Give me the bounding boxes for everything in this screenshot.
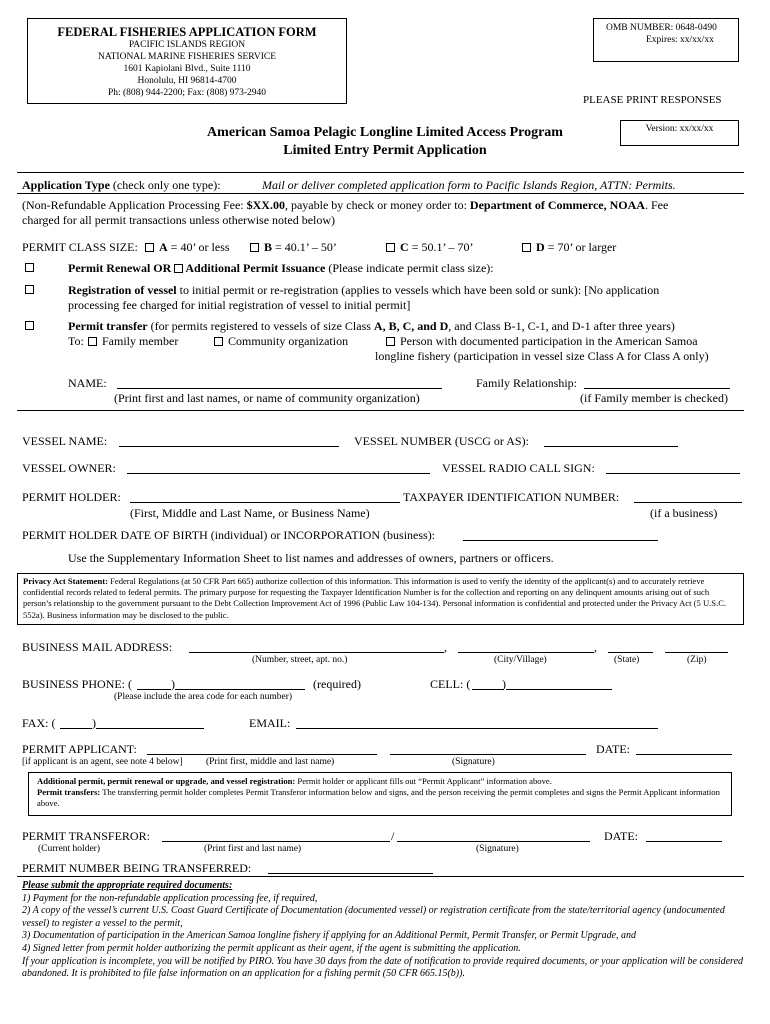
required-doc-item: 3) Documentation of participation in the American Samoa longline fishery if applying for an Additional Permit, Permit Transfer, or Permit Upgrade, and	[22, 930, 637, 942]
email-label: EMAIL:	[249, 716, 291, 730]
zip-hint: (Zip)	[687, 655, 707, 665]
fee-payee: Department of Commerce, NOAA	[469, 198, 645, 212]
phone-area-code-field[interactable]	[137, 677, 171, 690]
class-letter: B	[264, 240, 273, 254]
service: NATIONAL MARINE FISHERIES SERVICE	[97, 52, 277, 62]
phone-required: (required)	[313, 677, 361, 691]
business-address-label: BUSINESS MAIL ADDRESS:	[22, 640, 173, 654]
additional-permit-label: Additional Permit Issuance	[185, 261, 326, 275]
name-hint: (Print first and last names, or name of community organization)	[114, 391, 420, 405]
instructions-text: Permit holder or applicant fills out “Permit Applicant” information above.	[295, 776, 552, 786]
community-option[interactable]	[214, 334, 348, 349]
class-d-option[interactable]	[522, 240, 616, 255]
divider	[17, 193, 744, 194]
city-hint: (City/Village)	[494, 655, 547, 665]
transfer-to-label: To:	[68, 334, 84, 348]
form-title: FEDERAL FISHERIES APPLICATION FORM	[57, 25, 317, 39]
instructions-text: The transferring permit holder completes Permit Transferor information below and signs, and the person receiving the permit completes and signs the Permit Applicant information above.	[37, 787, 720, 809]
permit-holder-hint: (First, Middle and Last Name, or Business Name)	[130, 506, 370, 520]
class-letter: D	[536, 240, 545, 254]
community-label: Community organization	[228, 334, 349, 348]
transfer-option	[68, 319, 758, 334]
paren: )	[502, 677, 506, 691]
transfer-checkbox[interactable]	[25, 321, 34, 330]
current-holder-hint: (Current holder)	[38, 844, 100, 854]
print-note: PLEASE PRINT RESPONSES	[583, 94, 722, 106]
class-size-label: PERMIT CLASS SIZE:	[22, 240, 138, 254]
family-member-checkbox[interactable]	[88, 337, 97, 346]
dob-label: PERMIT HOLDER DATE OF BIRTH (individual) or INCORPORATION (business):	[22, 528, 436, 542]
radio-call-sign-field[interactable]	[606, 461, 740, 474]
transfer-text: (for permits registered to vessels of size Class	[147, 319, 374, 333]
family-member-label: Family member	[102, 334, 179, 348]
fax-area-code-field[interactable]	[60, 716, 92, 729]
vessel-number-field[interactable]	[544, 434, 678, 447]
transferor-date-field[interactable]	[646, 829, 722, 842]
supplementary-note: Use the Supplementary Information Sheet to list names and addresses of owners, partners or officers.	[68, 551, 554, 565]
phone-number-field[interactable]	[175, 677, 305, 690]
required-docs-footer: If your application is incomplete, you will be notified by PIRO. You have 30 days from the date of notification to provide required documents, or your application will be considered abandoned. It is prohibited to file false information on an application for a fishing permit (50 CFR 665.15(b)).	[22, 955, 744, 980]
class-d-checkbox[interactable]	[522, 243, 531, 252]
class-a-checkbox[interactable]	[145, 243, 154, 252]
tin-label: TAXPAYER IDENTIFICATION NUMBER:	[403, 490, 620, 504]
street-hint: (Number, street, apt. no.)	[252, 655, 348, 665]
fax-number-field[interactable]	[96, 716, 204, 729]
privacy-act-statement	[17, 573, 744, 625]
fee-text: . Fee	[644, 198, 669, 212]
omb-box	[593, 18, 739, 62]
state-hint: (State)	[614, 655, 640, 665]
transferor-signature-field[interactable]	[397, 829, 590, 842]
permit-number-label: PERMIT NUMBER BEING TRANSFERRED:	[22, 861, 252, 875]
registration-option	[68, 283, 748, 313]
vessel-name-label: VESSEL NAME:	[22, 434, 108, 448]
instructions-heading: Additional permit, permit renewal or upgrade, and vessel registration:	[37, 776, 296, 786]
transferor-print-hint: (Print first and last name)	[204, 844, 302, 854]
dob-field[interactable]	[463, 528, 658, 541]
vessel-owner-label: VESSEL OWNER:	[22, 461, 116, 475]
mail-note: Mail or deliver completed application form to Pacific Islands Region, ATTN: Permits.	[262, 178, 676, 192]
applicant-name-field[interactable]	[147, 742, 377, 755]
name-label: NAME:	[68, 376, 107, 390]
class-a-option[interactable]	[145, 240, 230, 255]
applicant-date-field[interactable]	[636, 742, 732, 755]
renewal-label: Permit Renewal OR	[68, 261, 175, 275]
transfer-classes: A, B, C, and D	[373, 319, 449, 333]
fee-text: charged for all permit transactions unless otherwise noted below)	[22, 213, 336, 227]
class-text: = 40’ or less	[167, 240, 230, 254]
additional-permit-checkbox[interactable]	[174, 264, 183, 273]
person-option[interactable]	[386, 334, 698, 349]
person-checkbox[interactable]	[386, 337, 395, 346]
vessel-number-label: VESSEL NUMBER (USCG or AS):	[354, 434, 529, 448]
permit-applicant-label: PERMIT APPLICANT:	[22, 742, 137, 756]
fee-amount: $XX.00	[246, 198, 285, 212]
program-subtitle: Limited Entry Permit Application	[283, 143, 487, 158]
registration-label: Registration of vessel	[68, 283, 177, 297]
cell-number-field[interactable]	[506, 677, 612, 690]
fax-label: FAX: (	[22, 716, 56, 730]
version-box: Version: xx/xx/xx	[620, 120, 739, 146]
transfer-text: , and Class B-1, C-1, and D-1 after three years)	[448, 319, 675, 333]
class-c-checkbox[interactable]	[386, 243, 395, 252]
vessel-name-field[interactable]	[119, 434, 339, 447]
class-text: = 50.1’ – 70’	[408, 240, 474, 254]
application-type-row	[22, 178, 221, 193]
instructions-heading: Permit transfers:	[37, 787, 101, 798]
transferor-signature-hint: (Signature)	[476, 844, 519, 854]
class-b-option[interactable]	[250, 240, 337, 255]
permit-holder-label: PERMIT HOLDER:	[22, 490, 121, 504]
family-relationship-field[interactable]	[584, 376, 730, 389]
divider	[17, 172, 744, 173]
applicant-signature-hint: (Signature)	[452, 757, 495, 767]
address-line-2: Honolulu, HI 96814-4700	[137, 76, 237, 86]
family-member-option[interactable]	[88, 334, 178, 349]
vessel-owner-field[interactable]	[127, 461, 430, 474]
required-documents	[22, 880, 752, 981]
applicant-date-label: DATE:	[596, 742, 630, 756]
registration-text: to initial permit or re-registration (applies to vessels which have been sold or sunk): [No application	[176, 283, 660, 297]
agent-hint: [if applicant is an agent, see note 4 below]	[22, 757, 183, 767]
application-type-label: Application Type	[22, 178, 110, 192]
class-b-checkbox[interactable]	[250, 243, 259, 252]
renewal-option	[68, 261, 494, 276]
class-c-option[interactable]	[386, 240, 474, 255]
fee-text: , payable by check or money order to:	[284, 198, 470, 212]
required-docs-heading: Please submit the appropriate required documents:	[22, 880, 233, 891]
class-text: = 40.1’ – 50’	[272, 240, 337, 254]
transferor-name-field[interactable]	[162, 829, 390, 842]
city-field[interactable]	[458, 640, 594, 653]
cell-area-code-field[interactable]	[472, 677, 504, 690]
slash: /	[391, 829, 395, 843]
region: PACIFIC ISLANDS REGION	[128, 40, 246, 50]
tin-field[interactable]	[634, 490, 742, 503]
person-label: Person with documented participation in the American Samoa	[400, 334, 698, 348]
omb-number: OMB NUMBER: 0648-0490	[606, 23, 717, 33]
phone-fax: Ph: (808) 944-2200; Fax: (808) 973-2940	[107, 88, 267, 98]
transferor-label: PERMIT TRANSFEROR:	[22, 829, 150, 843]
omb-expires: Expires: xx/xx/xx	[646, 35, 714, 45]
permit-number-field[interactable]	[268, 861, 433, 874]
address-line-1: 1601 Kapiolani Blvd., Suite 1110	[123, 64, 251, 74]
agency-header	[27, 18, 347, 104]
applicant-signature-field[interactable]	[390, 742, 586, 755]
renewal-checkbox[interactable]	[25, 263, 34, 272]
required-doc-item: 4) Signed letter from permit holder authorizing the permit applicant as their agent, if the agent is submitting the application.	[22, 942, 521, 954]
phone-hint: (Please include the area code for each number)	[114, 692, 293, 702]
fee-text: (Non-Refundable Application Processing Fee:	[22, 198, 247, 212]
radio-call-sign-label: VESSEL RADIO CALL SIGN:	[442, 461, 595, 475]
cell-label: CELL: (	[430, 677, 471, 691]
family-relationship-hint: (if Family member is checked)	[580, 391, 728, 405]
divider	[17, 876, 744, 877]
permit-holder-field[interactable]	[130, 490, 400, 503]
fee-note	[22, 198, 752, 228]
transferor-date-label: DATE:	[604, 829, 638, 843]
email-field[interactable]	[296, 716, 658, 729]
community-checkbox[interactable]	[214, 337, 223, 346]
divider	[17, 410, 744, 411]
street-field[interactable]	[189, 640, 444, 653]
family-relationship-label: Family Relationship:	[476, 376, 577, 390]
registration-checkbox[interactable]	[25, 285, 34, 294]
transfer-label: Permit transfer	[68, 319, 148, 333]
paren: )	[171, 677, 175, 691]
class-letter: C	[400, 240, 409, 254]
required-doc-item: 1) Payment for the non-refundable application processing fee, if required,	[22, 892, 318, 904]
registration-text: processing fee charged for initial registration of vessel to initial permit]	[68, 298, 411, 312]
required-doc-item: 2) A copy of the vessel’s current U.S. Coast Guard Certificate of Documentation (documented vessel) or registration certificate from the state/territorial agency (undocumented vessel) to register a vessel to the permit,	[22, 905, 725, 929]
zip-field[interactable]	[665, 640, 728, 653]
class-text: = 70’ or larger	[544, 240, 617, 254]
class-letter: A	[159, 240, 168, 254]
program-title: American Samoa Pelagic Longline Limited Access Program	[207, 125, 563, 140]
name-field[interactable]	[117, 376, 442, 389]
business-phone-label: BUSINESS PHONE: (	[22, 677, 133, 691]
privacy-heading: Privacy Act Statement:	[23, 576, 108, 586]
program-heading	[0, 124, 770, 160]
instructions-box	[28, 772, 732, 816]
paren: )	[92, 716, 96, 730]
state-field[interactable]	[608, 640, 653, 653]
privacy-text: Federal Regulations (at 50 CFR Part 665) authorize collection of this information. This information is used to verify the identity of the applicant(s) and to accurately retrieve confidential records related to federal permits. The primary purpose for requesting the Taxpayer Identification Number is for the collection and reporting on any delinquent amounts arising out of such person’s relationship to the government pursuant to the Debt Collection Improvement Act of 1996 (Public Law 104-134). Personal information is confidential and protected under the Privacy Act (5 U.S.C. 552a). Business information may be disclosed to the public.	[23, 576, 727, 620]
applicant-print-hint: (Print first, middle and last name)	[206, 757, 335, 767]
application-type-hint: (check only one type):	[112, 178, 221, 192]
tin-hint: (if a business)	[650, 506, 718, 520]
renewal-hint: (Please indicate permit class size):	[325, 261, 494, 275]
person-label-cont: longline fishery (participation in vessel size Class A for Class A only)	[375, 349, 709, 363]
